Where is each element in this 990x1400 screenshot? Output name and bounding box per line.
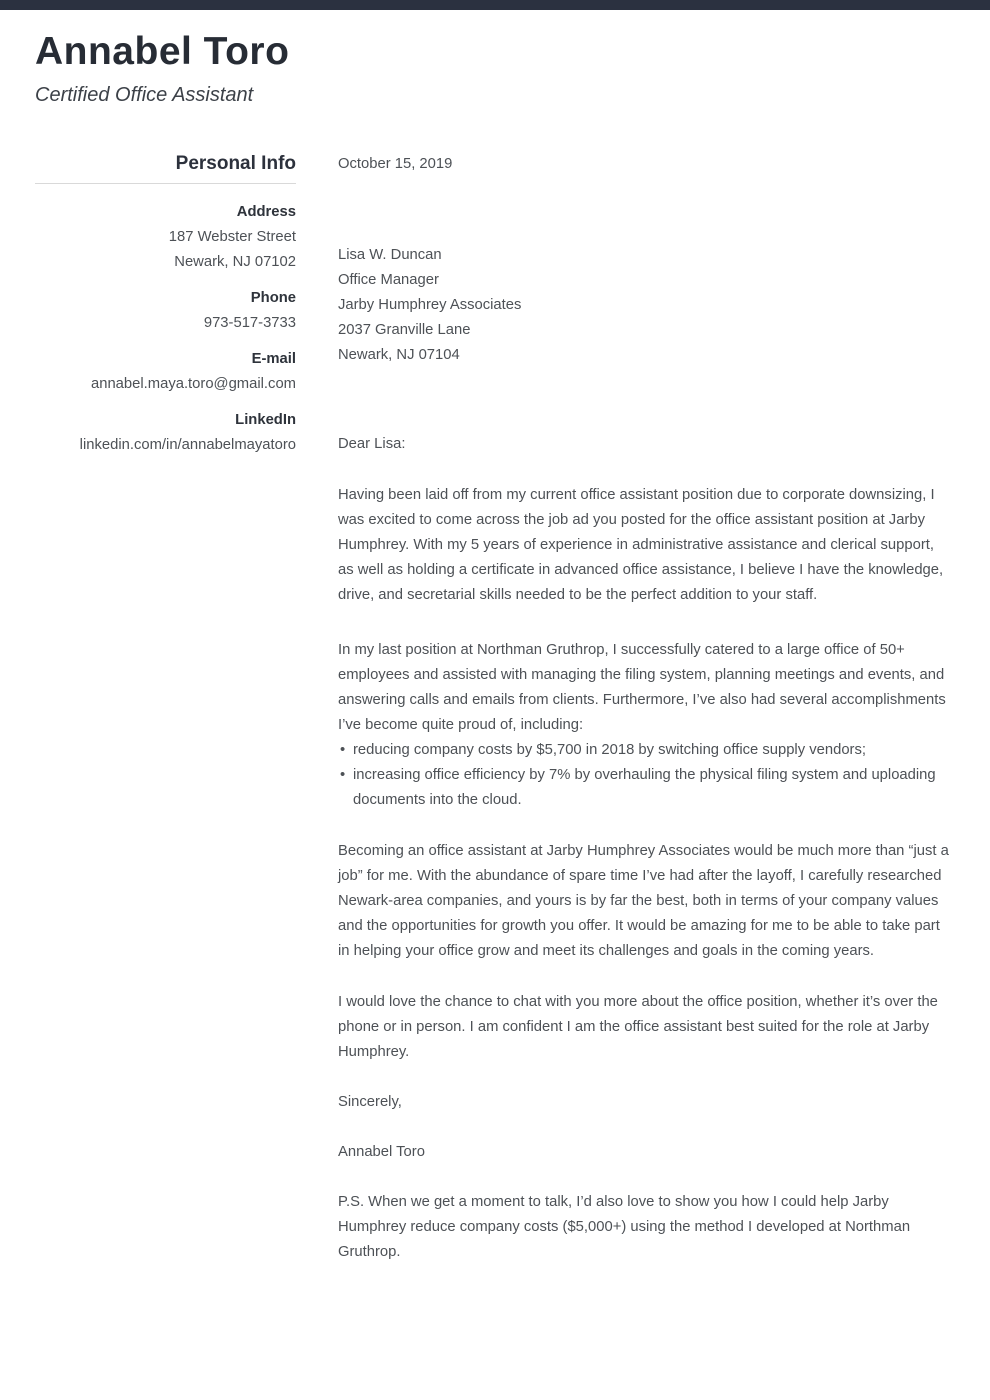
- personal-info-sidebar: [35, 152, 296, 458]
- personal-info-heading: Personal Info: [35, 152, 296, 184]
- paragraph-1: Having been laid off from my current office assistant position due to corporate downsizing, I was excited to come across the job ad you posted for the office assistant position at Jarby Humphrey. With my 5 years of experience in administrative assistance and clerical support, as well as holding a certificate in advanced office assistance, I believe I have the knowledge, drive, and secretarial skills needed to be the perfect addition to your staff.: [338, 487, 944, 603]
- closing: Sincerely,: [338, 1094, 402, 1110]
- phone-value: 973-517-3733: [203, 315, 296, 331]
- phone-label: Phone: [250, 290, 296, 306]
- candidate-title: Certified Office Assistant: [35, 83, 254, 106]
- recipient-name: Lisa W. Duncan: [338, 247, 442, 263]
- accomplishments-list: [338, 738, 952, 813]
- recipient-city: Newark, NJ 07104: [338, 347, 460, 363]
- candidate-name: Annabel Toro: [35, 30, 290, 73]
- signature-name: Annabel Toro: [338, 1144, 425, 1160]
- email-value: annabel.maya.toro@gmail.com: [90, 376, 296, 392]
- letter-header: [35, 30, 289, 107]
- address-label: Address: [236, 204, 296, 220]
- recipient-block: [338, 243, 952, 368]
- linkedin-value: linkedin.com/in/annabelmayatoro: [79, 437, 296, 453]
- email-label: E-mail: [251, 351, 296, 367]
- linkedin-label: LinkedIn: [235, 412, 296, 428]
- recipient-company: Jarby Humphrey Associates: [338, 297, 522, 313]
- postscript: P.S. When we get a moment to talk, I’d also love to show you how I could help Jarby Humphrey reduce company costs ($5,000+) using the method I developed at Northman Gruthrop.: [338, 1194, 911, 1260]
- letter-date: October 15, 2019: [338, 156, 453, 172]
- salutation: Dear Lisa:: [338, 436, 406, 452]
- recipient-street: 2037 Granville Lane: [338, 322, 471, 338]
- accomplishment-item-1: • reducing company costs by $5,700 in 2018 by switching office supply vendors;: [338, 738, 952, 763]
- letter-body: [338, 152, 952, 1265]
- paragraph-4: I would love the chance to chat with you more about the office position, whether it’s over the phone or in person. I am confident I am the office assistant best suited for the role at Jarby Humphrey.: [338, 994, 938, 1060]
- address-line-2: Newark, NJ 07102: [174, 254, 296, 270]
- address-line-1: 187 Webster Street: [168, 229, 296, 245]
- paragraph-3: Becoming an office assistant at Jarby Humphrey Associates would be much more than “just a job” for me. With the abundance of spare time I’ve had after the layoff, I carefully researched Newark-area companies, and yours is by far the best, both in terms of your company values and the opportunities for growth you offer. It would be amazing for me to be able to take part in helping your office grow and meet its challenges and goals in the coming years.: [338, 843, 949, 959]
- paragraph-2: In my last position at Northman Gruthrop, I successfully catered to a large office of 50+ employees and assisted with managing the filing system, planning meetings and events, and answering calls and emails from clients. Furthermore, I’ve also had several accomplishments I’ve become quite proud of, including:: [338, 642, 946, 733]
- recipient-title: Office Manager: [338, 272, 439, 288]
- accomplishment-item-2: • increasing office efficiency by 7% by overhauling the physical filing system and uploading documents into the cloud.: [338, 763, 952, 813]
- top-accent-bar: [0, 0, 990, 10]
